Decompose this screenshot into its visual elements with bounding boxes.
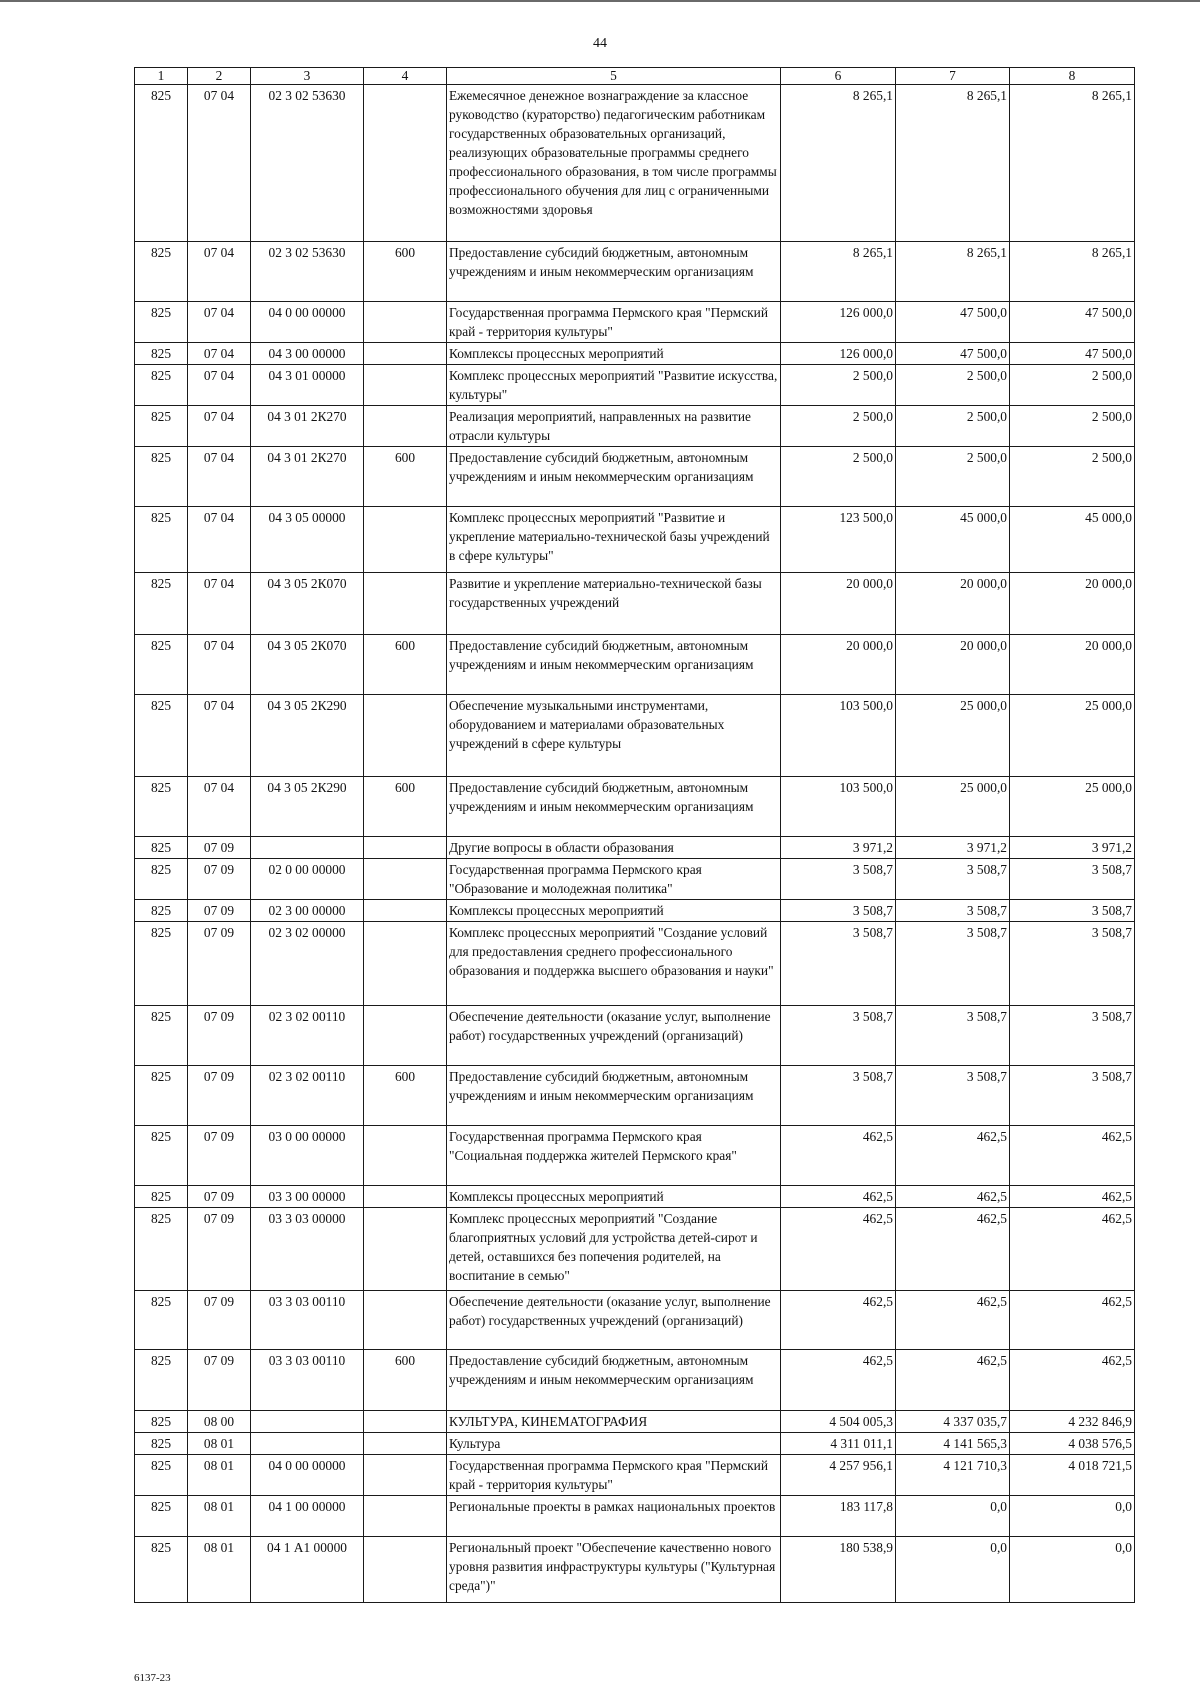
- cell-amount-col7: 3 508,7: [896, 1006, 1010, 1066]
- table-row: [135, 242, 1135, 302]
- cell-amount-col7: 462,5: [896, 1208, 1010, 1291]
- table-row: [135, 922, 1135, 1006]
- cell-amount-col8: 462,5: [1010, 1126, 1135, 1186]
- cell-amount-col8: 8 265,1: [1010, 242, 1135, 302]
- table-row: [135, 777, 1135, 837]
- cell-name: Обеспечение деятельности (оказание услуг, выполнение работ) государственных учреждений (организаций): [447, 1006, 781, 1066]
- cell-amount-col6: 20 000,0: [781, 635, 896, 695]
- cell-expense-type: [364, 1291, 447, 1350]
- cell-ministry-code: 825: [135, 302, 188, 343]
- cell-section-code: 07 09: [188, 1350, 251, 1411]
- cell-ministry-code: 825: [135, 1411, 188, 1433]
- cell-amount-col6: 4 257 956,1: [781, 1455, 896, 1496]
- cell-section-code: 07 09: [188, 859, 251, 900]
- table-row: [135, 365, 1135, 406]
- cell-section-code: 07 04: [188, 242, 251, 302]
- cell-amount-col8: 462,5: [1010, 1291, 1135, 1350]
- cell-amount-col7: 462,5: [896, 1350, 1010, 1411]
- cell-name: Государственная программа Пермского края "Социальная поддержка жителей Пермского края": [447, 1126, 781, 1186]
- cell-target-article: 04 1 00 00000: [251, 1496, 364, 1537]
- cell-section-code: 08 00: [188, 1411, 251, 1433]
- cell-section-code: 07 09: [188, 1126, 251, 1186]
- table-body: [135, 85, 1135, 1603]
- cell-ministry-code: 825: [135, 406, 188, 447]
- table-row: [135, 635, 1135, 695]
- cell-amount-col6: 20 000,0: [781, 573, 896, 635]
- cell-amount-col8: 47 500,0: [1010, 343, 1135, 365]
- cell-amount-col6: 3 508,7: [781, 900, 896, 922]
- cell-amount-col7: 2 500,0: [896, 447, 1010, 507]
- cell-name: Комплексы процессных мероприятий: [447, 900, 781, 922]
- cell-amount-col8: 3 508,7: [1010, 922, 1135, 1006]
- cell-amount-col6: 103 500,0: [781, 695, 896, 777]
- cell-ministry-code: 825: [135, 1208, 188, 1291]
- cell-amount-col8: 3 508,7: [1010, 859, 1135, 900]
- cell-amount-col6: 462,5: [781, 1186, 896, 1208]
- header-col-3: 3: [251, 68, 364, 85]
- cell-target-article: 02 3 00 00000: [251, 900, 364, 922]
- cell-amount-col6: 4 311 011,1: [781, 1433, 896, 1455]
- cell-target-article: 04 3 01 2К270: [251, 406, 364, 447]
- header-col-6: 6: [781, 68, 896, 85]
- cell-target-article: [251, 837, 364, 859]
- cell-section-code: 07 09: [188, 1006, 251, 1066]
- cell-amount-col6: 462,5: [781, 1208, 896, 1291]
- table-row: [135, 447, 1135, 507]
- cell-target-article: 04 3 01 2К270: [251, 447, 364, 507]
- cell-target-article: 04 0 00 00000: [251, 1455, 364, 1496]
- cell-section-code: 07 09: [188, 1186, 251, 1208]
- cell-target-article: 04 0 00 00000: [251, 302, 364, 343]
- cell-ministry-code: 825: [135, 1433, 188, 1455]
- cell-name: Обеспечение деятельности (оказание услуг, выполнение работ) государственных учреждений (организаций): [447, 1291, 781, 1350]
- cell-ministry-code: 825: [135, 1350, 188, 1411]
- cell-amount-col8: 4 232 846,9: [1010, 1411, 1135, 1433]
- cell-section-code: 07 04: [188, 365, 251, 406]
- header-row: [135, 68, 1135, 85]
- cell-target-article: [251, 1433, 364, 1455]
- cell-target-article: 02 3 02 00000: [251, 922, 364, 1006]
- cell-amount-col7: 4 141 565,3: [896, 1433, 1010, 1455]
- header-col-2: 2: [188, 68, 251, 85]
- table-row: [135, 695, 1135, 777]
- table-row: [135, 302, 1135, 343]
- cell-amount-col6: 3 971,2: [781, 837, 896, 859]
- cell-target-article: 03 0 00 00000: [251, 1126, 364, 1186]
- cell-target-article: 03 3 03 00110: [251, 1291, 364, 1350]
- cell-target-article: 02 3 02 00110: [251, 1066, 364, 1126]
- cell-amount-col6: 4 504 005,3: [781, 1411, 896, 1433]
- cell-amount-col6: 8 265,1: [781, 85, 896, 242]
- cell-amount-col8: 462,5: [1010, 1350, 1135, 1411]
- cell-section-code: 08 01: [188, 1455, 251, 1496]
- cell-amount-col6: 462,5: [781, 1126, 896, 1186]
- cell-amount-col7: 3 508,7: [896, 922, 1010, 1006]
- cell-name: Другие вопросы в области образования: [447, 837, 781, 859]
- cell-name: Государственная программа Пермского края "Образование и молодежная политика": [447, 859, 781, 900]
- cell-expense-type: [364, 900, 447, 922]
- cell-ministry-code: 825: [135, 365, 188, 406]
- cell-target-article: 04 1 А1 00000: [251, 1537, 364, 1603]
- cell-ministry-code: 825: [135, 1066, 188, 1126]
- cell-target-article: 04 3 05 2К290: [251, 695, 364, 777]
- cell-name: Государственная программа Пермского края "Пермский край - территория культуры": [447, 302, 781, 343]
- cell-section-code: 07 04: [188, 573, 251, 635]
- cell-amount-col8: 47 500,0: [1010, 302, 1135, 343]
- cell-amount-col8: 25 000,0: [1010, 777, 1135, 837]
- cell-amount-col6: 126 000,0: [781, 343, 896, 365]
- cell-target-article: 02 3 02 53630: [251, 85, 364, 242]
- table-row: [135, 859, 1135, 900]
- cell-expense-type: [364, 837, 447, 859]
- cell-expense-type: [364, 1537, 447, 1603]
- cell-section-code: 07 04: [188, 777, 251, 837]
- cell-amount-col8: 3 508,7: [1010, 1066, 1135, 1126]
- cell-amount-col6: 2 500,0: [781, 447, 896, 507]
- cell-name: Предоставление субсидий бюджетным, автономным учреждениям и иным некоммерческим организациям: [447, 447, 781, 507]
- cell-name: Предоставление субсидий бюджетным, автономным учреждениям и иным некоммерческим организациям: [447, 1350, 781, 1411]
- table-row: [135, 1126, 1135, 1186]
- cell-amount-col8: 3 508,7: [1010, 1006, 1135, 1066]
- cell-amount-col8: 0,0: [1010, 1496, 1135, 1537]
- cell-expense-type: [364, 365, 447, 406]
- cell-amount-col6: 3 508,7: [781, 1006, 896, 1066]
- cell-name: Предоставление субсидий бюджетным, автономным учреждениям и иным некоммерческим организациям: [447, 242, 781, 302]
- cell-section-code: 07 04: [188, 343, 251, 365]
- cell-expense-type: [364, 573, 447, 635]
- cell-ministry-code: 825: [135, 1455, 188, 1496]
- cell-name: КУЛЬТУРА, КИНЕМАТОГРАФИЯ: [447, 1411, 781, 1433]
- cell-amount-col7: 8 265,1: [896, 85, 1010, 242]
- cell-section-code: 07 04: [188, 695, 251, 777]
- cell-expense-type: [364, 85, 447, 242]
- table-row: [135, 1006, 1135, 1066]
- cell-expense-type: [364, 1208, 447, 1291]
- cell-name: Предоставление субсидий бюджетным, автономным учреждениям и иным некоммерческим организациям: [447, 635, 781, 695]
- cell-amount-col6: 2 500,0: [781, 406, 896, 447]
- cell-section-code: 07 04: [188, 447, 251, 507]
- cell-expense-type: 600: [364, 777, 447, 837]
- cell-target-article: 03 3 03 00000: [251, 1208, 364, 1291]
- cell-ministry-code: 825: [135, 1186, 188, 1208]
- cell-ministry-code: 825: [135, 1496, 188, 1537]
- cell-section-code: 07 04: [188, 635, 251, 695]
- table-row: [135, 1066, 1135, 1126]
- cell-amount-col6: 2 500,0: [781, 365, 896, 406]
- cell-name: Развитие и укрепление материально-технической базы государственных учреждений: [447, 573, 781, 635]
- cell-expense-type: [364, 302, 447, 343]
- cell-expense-type: [364, 1496, 447, 1537]
- cell-ministry-code: 825: [135, 837, 188, 859]
- cell-amount-col6: 462,5: [781, 1291, 896, 1350]
- cell-name: Комплекс процессных мероприятий "Развитие и укрепление материально-технической базы учреждений в сфере культуры": [447, 507, 781, 573]
- cell-ministry-code: 825: [135, 447, 188, 507]
- table-row: [135, 406, 1135, 447]
- cell-name: Ежемесячное денежное вознаграждение за классное руководство (кураторство) педагогическим работникам государственных образовательных организаций, реализующих образовательные программы среднего профессионального образования, в том числе программы профессионального обучения для лиц с ограниченными возможностями здоровья: [447, 85, 781, 242]
- cell-name: Комплексы процессных мероприятий: [447, 1186, 781, 1208]
- cell-ministry-code: 825: [135, 1126, 188, 1186]
- cell-target-article: 04 3 05 2К070: [251, 635, 364, 695]
- cell-expense-type: [364, 1433, 447, 1455]
- cell-amount-col8: 462,5: [1010, 1186, 1135, 1208]
- cell-name: Комплекс процессных мероприятий "Создание условий для предоставления среднего профессионального образования и поддержка высшего образования и науки": [447, 922, 781, 1006]
- cell-amount-col8: 45 000,0: [1010, 507, 1135, 573]
- cell-target-article: 04 3 05 2К290: [251, 777, 364, 837]
- cell-target-article: 03 3 03 00110: [251, 1350, 364, 1411]
- cell-amount-col7: 25 000,0: [896, 777, 1010, 837]
- cell-target-article: 04 3 05 00000: [251, 507, 364, 573]
- cell-name: Культура: [447, 1433, 781, 1455]
- cell-amount-col7: 0,0: [896, 1537, 1010, 1603]
- cell-target-article: 03 3 00 00000: [251, 1186, 364, 1208]
- cell-amount-col7: 3 971,2: [896, 837, 1010, 859]
- cell-amount-col6: 183 117,8: [781, 1496, 896, 1537]
- cell-amount-col8: 4 018 721,5: [1010, 1455, 1135, 1496]
- table-row: [135, 343, 1135, 365]
- cell-amount-col7: 3 508,7: [896, 900, 1010, 922]
- table-row: [135, 1291, 1135, 1350]
- cell-amount-col7: 4 121 710,3: [896, 1455, 1010, 1496]
- cell-amount-col7: 462,5: [896, 1126, 1010, 1186]
- cell-amount-col8: 20 000,0: [1010, 573, 1135, 635]
- header-col-7: 7: [896, 68, 1010, 85]
- cell-amount-col8: 2 500,0: [1010, 365, 1135, 406]
- cell-amount-col8: 3 971,2: [1010, 837, 1135, 859]
- cell-expense-type: [364, 1186, 447, 1208]
- cell-amount-col7: 45 000,0: [896, 507, 1010, 573]
- table-row: [135, 507, 1135, 573]
- page-number: 44: [593, 36, 607, 51]
- cell-amount-col7: 20 000,0: [896, 573, 1010, 635]
- table-row: [135, 837, 1135, 859]
- cell-ministry-code: 825: [135, 1006, 188, 1066]
- cell-expense-type: [364, 1411, 447, 1433]
- cell-expense-type: [364, 507, 447, 573]
- cell-ministry-code: 825: [135, 922, 188, 1006]
- header-col-1: 1: [135, 68, 188, 85]
- cell-amount-col8: 462,5: [1010, 1208, 1135, 1291]
- cell-section-code: 07 09: [188, 900, 251, 922]
- cell-section-code: 08 01: [188, 1537, 251, 1603]
- table-row: [135, 1496, 1135, 1537]
- budget-table: [134, 67, 1135, 1603]
- cell-amount-col6: 462,5: [781, 1350, 896, 1411]
- cell-name: Реализация мероприятий, направленных на развитие отрасли культуры: [447, 406, 781, 447]
- cell-amount-col6: 3 508,7: [781, 922, 896, 1006]
- cell-amount-col7: 462,5: [896, 1186, 1010, 1208]
- cell-expense-type: [364, 406, 447, 447]
- cell-amount-col6: 3 508,7: [781, 1066, 896, 1126]
- cell-ministry-code: 825: [135, 242, 188, 302]
- cell-amount-col7: 2 500,0: [896, 365, 1010, 406]
- cell-name: Комплексы процессных мероприятий: [447, 343, 781, 365]
- cell-expense-type: [364, 922, 447, 1006]
- cell-amount-col6: 8 265,1: [781, 242, 896, 302]
- cell-expense-type: 600: [364, 447, 447, 507]
- cell-ministry-code: 825: [135, 573, 188, 635]
- table-row: [135, 573, 1135, 635]
- cell-ministry-code: 825: [135, 507, 188, 573]
- cell-target-article: [251, 1411, 364, 1433]
- cell-ministry-code: 825: [135, 900, 188, 922]
- table-row: [135, 1537, 1135, 1603]
- cell-amount-col8: 25 000,0: [1010, 695, 1135, 777]
- cell-name: Региональный проект "Обеспечение качественно нового уровня развития инфраструктуры культуры ("Культурная среда")": [447, 1537, 781, 1603]
- cell-expense-type: 600: [364, 635, 447, 695]
- cell-amount-col6: 180 538,9: [781, 1537, 896, 1603]
- header-col-5: 5: [447, 68, 781, 85]
- cell-amount-col7: 25 000,0: [896, 695, 1010, 777]
- table-row: [135, 1433, 1135, 1455]
- cell-amount-col7: 4 337 035,7: [896, 1411, 1010, 1433]
- cell-amount-col7: 462,5: [896, 1291, 1010, 1350]
- cell-amount-col6: 3 508,7: [781, 859, 896, 900]
- cell-amount-col7: 47 500,0: [896, 302, 1010, 343]
- cell-amount-col7: 47 500,0: [896, 343, 1010, 365]
- cell-ministry-code: 825: [135, 1537, 188, 1603]
- cell-target-article: 04 3 01 00000: [251, 365, 364, 406]
- cell-name: Обеспечение музыкальными инструментами, оборудованием и материалами образовательных учреждений в сфере культуры: [447, 695, 781, 777]
- cell-amount-col6: 126 000,0: [781, 302, 896, 343]
- cell-expense-type: [364, 1006, 447, 1066]
- cell-expense-type: [364, 1455, 447, 1496]
- cell-ministry-code: 825: [135, 85, 188, 242]
- table-row: [135, 85, 1135, 242]
- cell-name: Комплекс процессных мероприятий "Развитие искусства, культуры": [447, 365, 781, 406]
- cell-expense-type: [364, 859, 447, 900]
- table-row: [135, 1186, 1135, 1208]
- cell-ministry-code: 825: [135, 343, 188, 365]
- cell-expense-type: 600: [364, 1350, 447, 1411]
- cell-amount-col7: 20 000,0: [896, 635, 1010, 695]
- cell-target-article: 04 3 00 00000: [251, 343, 364, 365]
- cell-section-code: 07 04: [188, 85, 251, 242]
- cell-amount-col6: 103 500,0: [781, 777, 896, 837]
- table-row: [135, 1411, 1135, 1433]
- cell-name: Комплекс процессных мероприятий "Создание благоприятных условий для устройства детей-сирот и детей, оставшихся без попечения родителей, на воспитание в семью": [447, 1208, 781, 1291]
- cell-ministry-code: 825: [135, 859, 188, 900]
- cell-expense-type: 600: [364, 1066, 447, 1126]
- footer-document-code: 6137-23: [134, 1672, 171, 1684]
- table-row: [135, 1350, 1135, 1411]
- header-col-8: 8: [1010, 68, 1135, 85]
- cell-amount-col7: 3 508,7: [896, 859, 1010, 900]
- cell-expense-type: 600: [364, 242, 447, 302]
- cell-amount-col8: 0,0: [1010, 1537, 1135, 1603]
- cell-section-code: 07 09: [188, 837, 251, 859]
- table-row: [135, 900, 1135, 922]
- cell-amount-col6: 123 500,0: [781, 507, 896, 573]
- header-col-4: 4: [364, 68, 447, 85]
- cell-name: Региональные проекты в рамках национальных проектов: [447, 1496, 781, 1537]
- cell-amount-col8: 3 508,7: [1010, 900, 1135, 922]
- cell-amount-col7: 0,0: [896, 1496, 1010, 1537]
- cell-section-code: 07 04: [188, 507, 251, 573]
- cell-target-article: 02 0 00 00000: [251, 859, 364, 900]
- cell-section-code: 08 01: [188, 1496, 251, 1537]
- cell-amount-col8: 20 000,0: [1010, 635, 1135, 695]
- cell-name: Предоставление субсидий бюджетным, автономным учреждениям и иным некоммерческим организациям: [447, 777, 781, 837]
- cell-section-code: 07 04: [188, 302, 251, 343]
- cell-amount-col8: 4 038 576,5: [1010, 1433, 1135, 1455]
- cell-ministry-code: 825: [135, 777, 188, 837]
- cell-amount-col7: 3 508,7: [896, 1066, 1010, 1126]
- cell-amount-col8: 2 500,0: [1010, 447, 1135, 507]
- cell-ministry-code: 825: [135, 695, 188, 777]
- cell-expense-type: [364, 695, 447, 777]
- cell-section-code: 07 09: [188, 922, 251, 1006]
- cell-expense-type: [364, 1126, 447, 1186]
- cell-target-article: 02 3 02 00110: [251, 1006, 364, 1066]
- cell-amount-col7: 2 500,0: [896, 406, 1010, 447]
- cell-amount-col8: 8 265,1: [1010, 85, 1135, 242]
- cell-amount-col7: 8 265,1: [896, 242, 1010, 302]
- cell-ministry-code: 825: [135, 635, 188, 695]
- table-row: [135, 1455, 1135, 1496]
- cell-section-code: 08 01: [188, 1433, 251, 1455]
- cell-target-article: 04 3 05 2К070: [251, 573, 364, 635]
- cell-expense-type: [364, 343, 447, 365]
- cell-name: Предоставление субсидий бюджетным, автономным учреждениям и иным некоммерческим организациям: [447, 1066, 781, 1126]
- cell-section-code: 07 09: [188, 1208, 251, 1291]
- table-row: [135, 1208, 1135, 1291]
- cell-target-article: 02 3 02 53630: [251, 242, 364, 302]
- cell-name: Государственная программа Пермского края "Пермский край - территория культуры": [447, 1455, 781, 1496]
- scan-top-rule: [0, 0, 1200, 2]
- cell-amount-col8: 2 500,0: [1010, 406, 1135, 447]
- cell-section-code: 07 09: [188, 1291, 251, 1350]
- cell-section-code: 07 09: [188, 1066, 251, 1126]
- cell-section-code: 07 04: [188, 406, 251, 447]
- cell-ministry-code: 825: [135, 1291, 188, 1350]
